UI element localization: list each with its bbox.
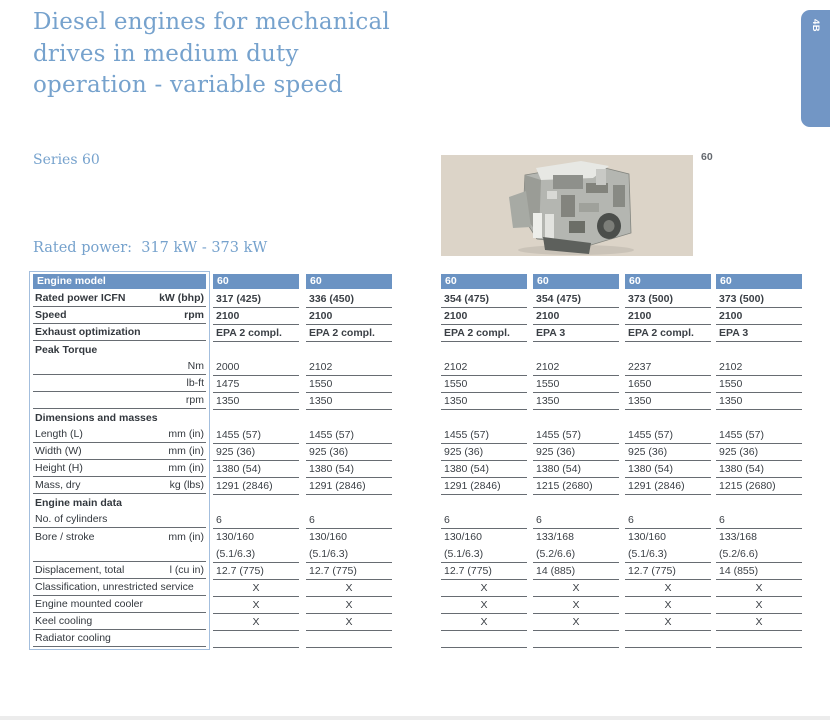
- spec-cell: EPA 2 compl.: [213, 325, 299, 342]
- row-label-text: Engine mounted cooler: [35, 598, 143, 610]
- spec-cell: 1291 (2846): [625, 478, 711, 495]
- spec-cell: 2100: [625, 308, 711, 325]
- spec-cell: 2102: [716, 359, 802, 376]
- row-label-text: No. of cylinders: [35, 513, 108, 525]
- spec-row-label: [33, 511, 206, 528]
- spec-cell: 1455 (57): [306, 427, 392, 444]
- spec-row-label: [33, 596, 206, 613]
- page-title-line-2: drives in medium duty: [33, 40, 299, 67]
- spec-cell: 130/160: [309, 531, 347, 543]
- row-unit-text: kW (bhp): [159, 292, 204, 304]
- spec-row-label: [33, 562, 206, 579]
- spec-cell: 2102: [306, 359, 392, 376]
- spec-cell: 1380 (54): [213, 461, 299, 478]
- spec-cell: 1291 (2846): [306, 478, 392, 495]
- row-label-text: Rated power ICFN: [35, 292, 126, 304]
- spec-cell: 2100: [441, 308, 527, 325]
- row-unit-text: rpm: [185, 394, 204, 406]
- spec-cell: [625, 410, 711, 427]
- spec-cell: [213, 410, 299, 427]
- page-title-line-3: operation - variable speed: [33, 72, 343, 98]
- spec-cell: 925 (36): [716, 444, 802, 461]
- spec-cell: EPA 3: [716, 325, 802, 342]
- spec-cell: [306, 410, 392, 427]
- spec-cell: [533, 342, 619, 359]
- spec-row-label: [33, 477, 206, 494]
- row-label-text: Width (W): [35, 445, 82, 457]
- spec-column-1: [213, 273, 299, 648]
- spec-cell: 1455 (57): [441, 427, 527, 444]
- spec-cell: 12.7 (775): [441, 563, 527, 580]
- spec-cell: [213, 342, 299, 359]
- spec-cell: 1550: [716, 376, 802, 393]
- spec-cell: 2100: [716, 308, 802, 325]
- spec-cell: EPA 3: [533, 325, 619, 342]
- spec-cell: [533, 495, 619, 512]
- spec-cell: (5.1/6.3): [213, 546, 299, 563]
- spec-cell: 925 (36): [213, 444, 299, 461]
- spec-cell: X: [716, 614, 802, 631]
- spec-cell: 2237: [625, 359, 711, 376]
- row-unit-text: mm (in): [168, 428, 204, 440]
- spec-cell: 1650: [625, 376, 711, 393]
- row-label-text: Bore / stroke: [35, 531, 95, 543]
- spec-cell: 1380 (54): [533, 461, 619, 478]
- row-label-text: Keel cooling: [35, 615, 93, 627]
- row-unit-text: mm (in): [168, 531, 204, 543]
- spec-cell: 1350: [716, 393, 802, 410]
- series-label: Series 60: [33, 152, 100, 168]
- spec-cell: 2102: [533, 359, 619, 376]
- engine-photo: [441, 155, 693, 256]
- spec-cell: [213, 495, 299, 512]
- spec-row-label: [33, 392, 206, 409]
- spec-cell: (5.2/6.6): [533, 546, 619, 563]
- spec-cell: [625, 495, 711, 512]
- spec-row-label: [33, 494, 206, 511]
- spec-cell: 354 (475): [533, 291, 619, 308]
- spec-cell: X: [533, 580, 619, 597]
- spec-cell: 133/168: [719, 531, 757, 543]
- spec-cell: 354 (475): [441, 291, 527, 308]
- spec-row-label: [33, 341, 206, 358]
- spec-cell: 12.7 (775): [306, 563, 392, 580]
- spec-cell: 2100: [306, 308, 392, 325]
- spec-cell: [213, 631, 299, 648]
- spec-cell: 925 (36): [533, 444, 619, 461]
- spec-cell: X: [306, 614, 392, 631]
- column-header-cell: [716, 274, 802, 291]
- spec-cell: (5.1/6.3): [625, 546, 711, 563]
- row-label-text: Length (L): [35, 428, 83, 440]
- spec-cell: EPA 2 compl.: [441, 325, 527, 342]
- spec-cell: 1550: [441, 376, 527, 393]
- spec-cell: X: [213, 580, 299, 597]
- column-header-cell: [306, 274, 392, 291]
- spec-cell: 925 (36): [625, 444, 711, 461]
- spec-column-3: [441, 273, 527, 648]
- spec-cell: 1380 (54): [306, 461, 392, 478]
- spec-cell: 2100: [213, 308, 299, 325]
- spec-column-2: [306, 273, 392, 648]
- spec-cell: X: [441, 580, 527, 597]
- page-title: [33, 7, 390, 102]
- spec-cell: X: [441, 597, 527, 614]
- spec-cell: [716, 342, 802, 359]
- spec-cell: [441, 631, 527, 648]
- spec-cell: (5.1/6.3): [441, 546, 527, 563]
- column-header-cell: [533, 274, 619, 291]
- spec-cell: 6: [306, 512, 392, 529]
- spec-cell: [533, 410, 619, 427]
- row-label-text: Speed: [35, 309, 67, 321]
- row-label-text: Radiator cooling: [35, 632, 111, 644]
- spec-row-label: [33, 290, 206, 307]
- spec-cell: 1455 (57): [625, 427, 711, 444]
- row-label-text: Engine main data: [35, 497, 122, 509]
- spec-cell: [441, 342, 527, 359]
- spec-cell: X: [306, 597, 392, 614]
- spec-cell: [716, 631, 802, 648]
- spec-cell: 1291 (2846): [441, 478, 527, 495]
- spec-row-label: [33, 613, 206, 630]
- spec-cell: 1455 (57): [213, 427, 299, 444]
- column-header-model: 60: [441, 274, 527, 289]
- rated-power-label: Rated power: 317 kW - 373 kW: [33, 240, 268, 256]
- spec-cell: [306, 342, 392, 359]
- row-label-text: Mass, dry: [35, 479, 81, 491]
- spec-cell: 6: [213, 512, 299, 529]
- spec-cell: 1350: [533, 393, 619, 410]
- row-unit-text: lb-ft: [186, 377, 204, 389]
- section-tab-label: 4B: [810, 19, 821, 33]
- spec-cell: EPA 2 compl.: [306, 325, 392, 342]
- column-header-model: 60: [533, 274, 619, 289]
- spec-cell: 2000: [213, 359, 299, 376]
- spec-row-label: [33, 528, 206, 545]
- page-bottom-edge: [0, 716, 830, 720]
- spec-row-label: [33, 307, 206, 324]
- spec-cell: 2102: [441, 359, 527, 376]
- spec-cell: X: [625, 580, 711, 597]
- row-label-text: Peak Torque: [35, 344, 98, 356]
- column-header-cell: [625, 274, 711, 291]
- spec-cell: 373 (500): [716, 291, 802, 308]
- spec-cell: 1550: [306, 376, 392, 393]
- spec-cell: 12.7 (775): [625, 563, 711, 580]
- row-label-text: Height (H): [35, 462, 83, 474]
- spec-cell: (5.2/6.6): [716, 546, 802, 563]
- spec-cell: 1215 (2680): [716, 478, 802, 495]
- row-unit-text: kg (lbs): [169, 479, 204, 491]
- spec-cell: 1291 (2846): [213, 478, 299, 495]
- spec-cell: 1380 (54): [441, 461, 527, 478]
- spec-row-label: [33, 460, 206, 477]
- spec-cell: X: [625, 597, 711, 614]
- row-label-text: Classification, unrestricted service: [35, 581, 194, 593]
- spec-cell: X: [213, 597, 299, 614]
- spec-row-label: [33, 630, 206, 647]
- row-label-text: Displacement, total: [35, 564, 125, 576]
- spec-row-label: [33, 409, 206, 426]
- spec-cell: X: [716, 597, 802, 614]
- spec-cell: X: [306, 580, 392, 597]
- spec-cell: 1455 (57): [533, 427, 619, 444]
- spec-cell: 373 (500): [625, 291, 711, 308]
- spec-row-label: [33, 443, 206, 460]
- spec-cell: 6: [533, 512, 619, 529]
- spec-cell: 1475: [213, 376, 299, 393]
- spec-cell: 6: [441, 512, 527, 529]
- spec-cell: 130/160: [216, 531, 254, 543]
- spec-cell: X: [533, 597, 619, 614]
- spec-cell: 925 (36): [306, 444, 392, 461]
- spec-cell: [625, 631, 711, 648]
- spec-table-label-column: [29, 271, 210, 650]
- spec-cell: X: [716, 580, 802, 597]
- column-header-model: 60: [213, 274, 299, 289]
- spec-cell: 1455 (57): [716, 427, 802, 444]
- column-header-cell: [441, 274, 527, 291]
- row-unit-text: l (cu in): [169, 564, 204, 576]
- spec-cell: 2100: [533, 308, 619, 325]
- engine-image-label: 60: [701, 151, 713, 163]
- spec-cell: [306, 495, 392, 512]
- spec-cell: 925 (36): [441, 444, 527, 461]
- engine-model-header: Engine model: [33, 274, 206, 289]
- page-title-line-1: Diesel engines for mechanical: [33, 9, 390, 35]
- spec-cell: 1215 (2680): [533, 478, 619, 495]
- spec-cell: 317 (425): [213, 291, 299, 308]
- column-header-model: 60: [306, 274, 392, 289]
- spec-cell: 12.7 (775): [213, 563, 299, 580]
- column-header-model: 60: [716, 274, 802, 289]
- row-label-text: Dimensions and masses: [35, 412, 158, 424]
- spec-row-label: [33, 324, 206, 341]
- spec-cell: 6: [625, 512, 711, 529]
- spec-cell: 1350: [441, 393, 527, 410]
- row-label-text: Exhaust optimization: [35, 326, 141, 338]
- spec-row-label: [33, 375, 206, 392]
- spec-cell: [533, 631, 619, 648]
- row-unit-text: mm (in): [168, 445, 204, 457]
- spec-cell: 130/160: [444, 531, 482, 543]
- engine-illustration-icon: [441, 155, 693, 256]
- spec-cell: [441, 495, 527, 512]
- column-header-model: 60: [625, 274, 711, 289]
- spec-column-5: [625, 273, 711, 648]
- spec-cell: [716, 410, 802, 427]
- spec-cell: X: [441, 614, 527, 631]
- spec-cell: 1550: [533, 376, 619, 393]
- spec-column-6: [716, 273, 802, 648]
- spec-cell: 1380 (54): [625, 461, 711, 478]
- row-unit-text: rpm: [184, 309, 204, 321]
- spec-cell: [306, 631, 392, 648]
- spec-cell: [625, 342, 711, 359]
- spec-cell: 336 (450): [306, 291, 392, 308]
- spec-cell: [716, 495, 802, 512]
- row-unit-text: Nm: [187, 360, 204, 372]
- table-corner-header: [33, 273, 206, 290]
- spec-column-4: [533, 273, 619, 648]
- spec-cell: X: [533, 614, 619, 631]
- spec-cell: 14 (855): [716, 563, 802, 580]
- spec-cell: 1350: [306, 393, 392, 410]
- spec-cell: [441, 410, 527, 427]
- row-unit-text: mm (in): [168, 462, 204, 474]
- spec-cell: X: [625, 614, 711, 631]
- spec-cell: 1350: [625, 393, 711, 410]
- spec-cell: 14 (885): [533, 563, 619, 580]
- spec-row-label: [33, 358, 206, 375]
- section-tab-4b: [801, 10, 830, 127]
- spec-cell: 130/160: [628, 531, 666, 543]
- spec-cell: X: [213, 614, 299, 631]
- spec-cell: EPA 2 compl.: [625, 325, 711, 342]
- spec-cell: (5.1/6.3): [306, 546, 392, 563]
- spec-cell: 6: [716, 512, 802, 529]
- spec-row-label: [33, 545, 206, 562]
- spec-row-label: [33, 579, 206, 596]
- column-header-cell: [213, 274, 299, 291]
- spec-cell: 1350: [213, 393, 299, 410]
- spec-row-label: [33, 426, 206, 443]
- spec-cell: 1380 (54): [716, 461, 802, 478]
- spec-cell: 133/168: [536, 531, 574, 543]
